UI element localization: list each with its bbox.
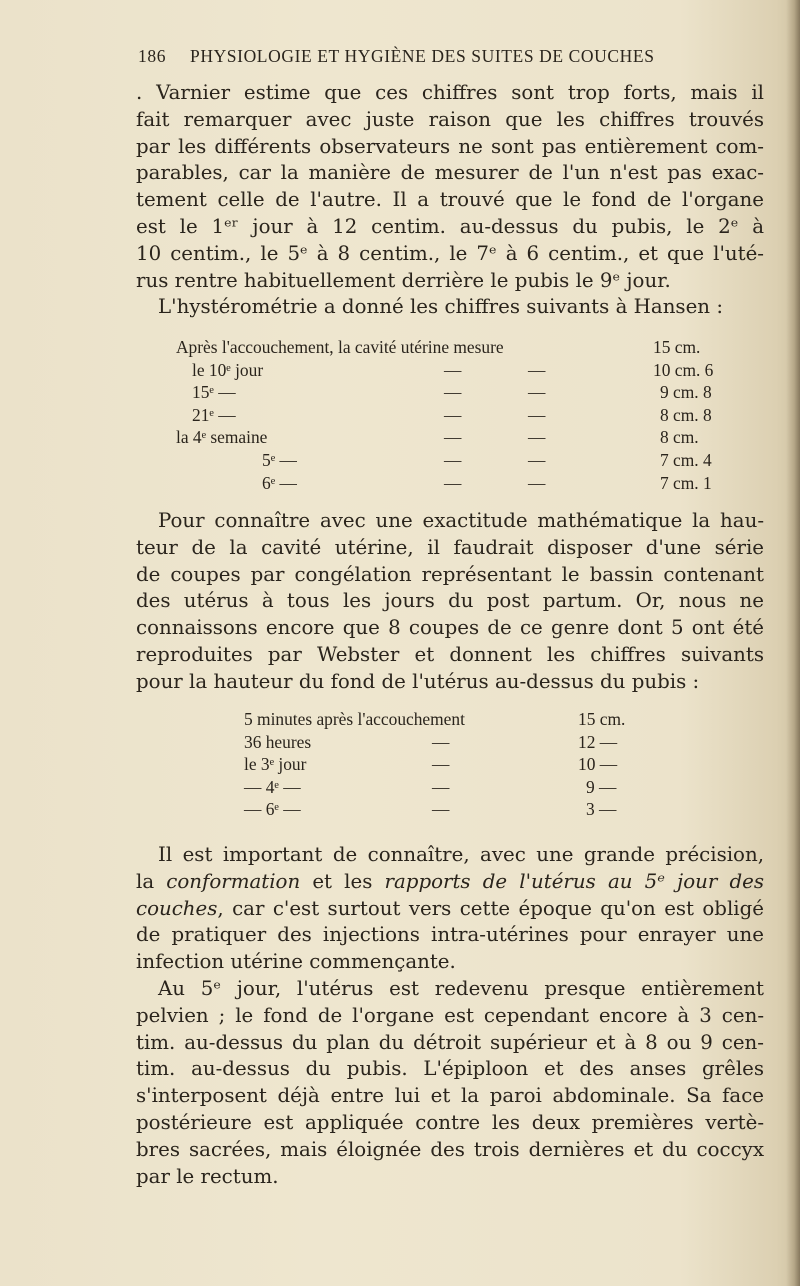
table-cell-dash: — xyxy=(528,472,546,493)
table-cell-label: 6ᵉ — xyxy=(262,472,297,493)
text-line: par les différents observateurs ne sont pas entièrement com- xyxy=(136,134,764,158)
table-cell-value: 7 cm. 1 xyxy=(660,472,712,493)
page-spine-shadow xyxy=(786,0,800,1286)
table-row xyxy=(176,336,776,359)
table-cell-dash: — xyxy=(444,427,462,448)
text-line: Pour connaître avec une exactitude mathématique la hau- xyxy=(158,509,764,532)
table-cell-dash: — xyxy=(444,449,462,470)
table-cell-label: — 6ᵉ — xyxy=(244,799,301,820)
table-cell-value: 7 cm. 4 xyxy=(660,449,712,470)
text-line: s'interposent déjà entre lui et la paroi abdominale. Sa face xyxy=(136,1084,764,1108)
text-line: teur de la cavité utérine, il faudrait disposer d'une série xyxy=(136,535,764,559)
table-cell-label: 5 minutes après l'accouchement xyxy=(244,709,465,729)
text-line: est le 1ᵉʳ jour à 12 centim. au-dessus du pubis, le 2ᵉ à xyxy=(136,214,764,238)
table-row xyxy=(176,381,776,404)
table-cell-dash: — xyxy=(444,404,462,425)
table-cell-value: 8 cm. 8 xyxy=(660,404,712,425)
paragraph-hansen-intro: L'hystérométrie a donné les chiffres suivants à Hansen : xyxy=(158,295,723,319)
table-cell-dash: — xyxy=(528,449,546,470)
text-line: postérieure est appliquée contre les deux premières vertè- xyxy=(136,1110,764,1134)
text-run: , car c'est surtout vers cette époque qu'on est obligé xyxy=(217,896,764,920)
text-line: fait remarquer avec juste raison que les chiffres trouvés xyxy=(136,107,764,131)
table-cell-value: 15 cm. xyxy=(653,337,701,357)
page-number: 186 xyxy=(138,46,167,66)
text-line: des utérus à tous les jours du post partum. Or, nous ne xyxy=(136,589,764,613)
table-cell-dash: — xyxy=(528,404,546,425)
paragraph-conformation xyxy=(136,842,764,976)
text-line: Il est important de connaître, avec une grande précision, xyxy=(158,843,764,866)
text-line: de coupes par congélation représentant le bassin contenant xyxy=(136,562,764,586)
table-cell-value: 10 — xyxy=(578,754,618,775)
hansen-table xyxy=(176,336,776,494)
table-cell-label: Après l'accouchement, la cavité utérine mesure xyxy=(176,337,504,357)
text-line xyxy=(136,869,764,896)
table-row xyxy=(176,472,776,495)
text-line: bres sacrées, mais éloignée des trois dernières et du coccyx xyxy=(136,1137,764,1161)
table-cell-dash: — xyxy=(444,472,462,493)
table-cell-dash: — xyxy=(432,799,450,820)
table-cell-label: — 4ᵉ — xyxy=(244,776,301,797)
italic-term: rapports de l'utérus au 5ᵉ jour des xyxy=(384,869,764,893)
table-cell-value: 10 cm. 6 xyxy=(653,359,714,380)
running-header xyxy=(138,46,778,67)
text-line: tim. au-dessus du pubis. L'épiploon et des anses grêles xyxy=(136,1057,764,1081)
table-cell-label: 36 heures xyxy=(244,731,312,752)
table-row xyxy=(244,753,744,776)
table-row xyxy=(244,776,744,799)
text-line: infection utérine commençante. xyxy=(136,950,456,974)
text-line: rus rentre habituellement derrière le pubis le 9ᵉ jour. xyxy=(136,268,671,292)
table-cell-dash: — xyxy=(528,427,546,448)
text-run: la xyxy=(136,869,167,893)
table-row xyxy=(176,426,776,449)
table-cell-dash: — xyxy=(432,754,450,775)
text-line: connaissons encore que 8 coupes de ce genre dont 5 ont été xyxy=(136,616,764,640)
table-cell-dash: — xyxy=(444,382,462,403)
table-cell-value: 9 — xyxy=(586,776,617,797)
text-line: . Varnier estime que ces chiffres sont trop forts, mais il xyxy=(136,81,764,104)
table-cell-label: 21ᵉ — xyxy=(192,404,236,425)
text-line: pelvien ; le fond de l'organe est cependant encore à 3 cen- xyxy=(136,1003,764,1027)
paragraph-webster xyxy=(136,508,764,696)
table-row xyxy=(176,404,776,427)
text-line xyxy=(136,896,764,923)
text-line: reproduites par Webster et donnent les chiffres suivants xyxy=(136,642,764,666)
text-line: tim. au-dessus du plan du détroit supérieur et à 8 ou 9 cen- xyxy=(136,1030,764,1054)
text-line: de pratiquer des injections intra-utérines pour enrayer une xyxy=(136,923,764,947)
table-cell-dash: — xyxy=(444,359,462,380)
text-line: par le rectum. xyxy=(136,1164,279,1188)
text-line: 10 centim., le 5ᵉ à 8 centim., le 7ᵉ à 6 centim., et que l'uté- xyxy=(136,241,764,265)
table-cell-label: 5ᵉ — xyxy=(262,449,297,470)
table-row xyxy=(244,798,744,821)
text-line: parables, car la manière de mesurer de l'un n'est pas exac- xyxy=(136,161,764,185)
paragraph-varnier xyxy=(136,80,764,321)
table-cell-dash: — xyxy=(432,731,450,752)
table-cell-label: 15ᵉ — xyxy=(192,382,236,403)
text-run: et les xyxy=(300,869,385,893)
webster-table xyxy=(244,708,744,821)
table-cell-value: 12 — xyxy=(578,731,618,752)
table-cell-dash: — xyxy=(528,359,546,380)
text-line: tement celle de l'autre. Il a trouvé que le fond de l'organe xyxy=(136,188,764,212)
table-cell-value: 9 cm. 8 xyxy=(660,382,712,403)
table-cell-value: 8 cm. xyxy=(660,427,699,448)
table-cell-dash: — xyxy=(432,776,450,797)
table-row xyxy=(176,449,776,472)
text-line: Au 5ᵉ jour, l'utérus est redevenu presque entièrement xyxy=(158,977,764,1000)
italic-term: couches xyxy=(136,896,218,920)
table-cell-label: le 10ᵉ jour xyxy=(192,359,264,380)
table-cell-dash: — xyxy=(528,382,546,403)
running-title: PHYSIOLOGIE ET HYGIÈNE DES SUITES DE COUCHES xyxy=(190,46,655,66)
paragraph-fifth-day xyxy=(136,976,764,1190)
table-cell-label: le 3ᵉ jour xyxy=(244,754,307,775)
table-row xyxy=(244,708,744,731)
italic-term: conformation xyxy=(166,869,301,893)
table-row xyxy=(176,359,776,382)
text-line: pour la hauteur du fond de l'utérus au-dessus du pubis : xyxy=(136,669,700,693)
table-row xyxy=(244,731,744,754)
table-cell-value: 15 cm. xyxy=(578,709,626,729)
table-cell-value: 3 — xyxy=(586,799,617,820)
table-cell-label: la 4ᵉ semaine xyxy=(176,427,268,448)
